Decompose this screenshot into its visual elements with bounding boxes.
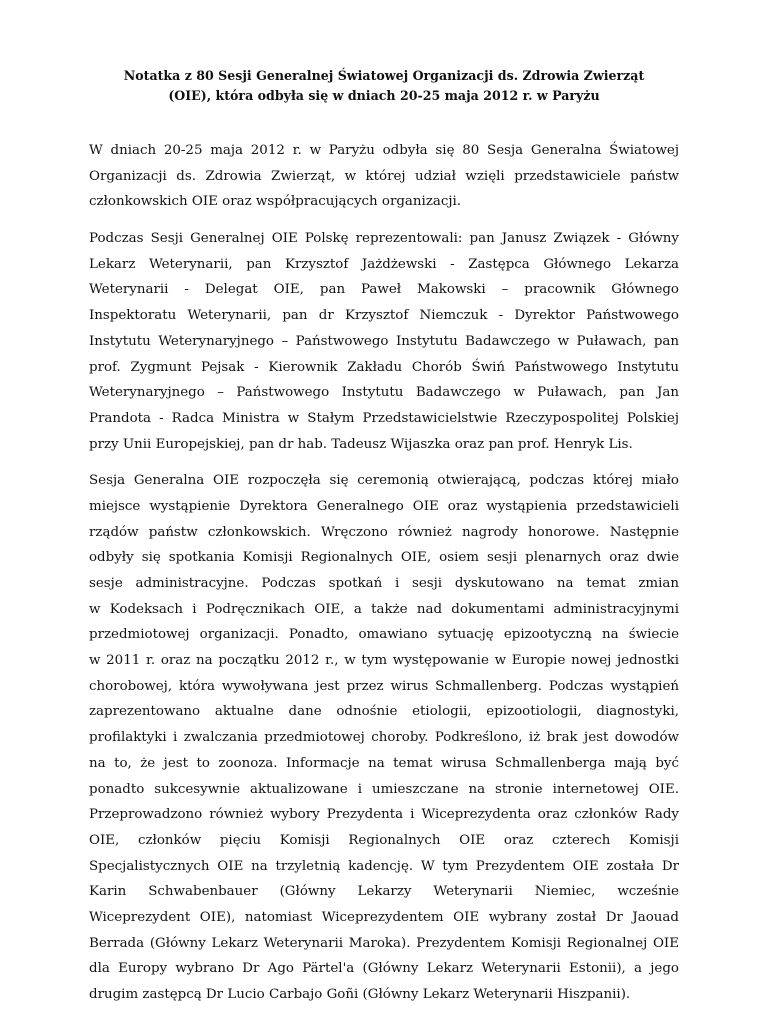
- text-line: w 2011 r. oraz na początku 2012 r., w tym występowanie w Europie nowej jednostki: [89, 653, 679, 669]
- paragraph-delegation: [89, 226, 679, 457]
- text-line: sesje administracyjne. Podczas spotkań i sesji dyskutowano na temat zmian: [89, 576, 679, 592]
- paragraph-session: [89, 468, 679, 1007]
- text-line: Weterynarii - Delegat OIE, pan Paweł Makowski – pracownik Głównego: [89, 282, 679, 298]
- text-line: zaprezentowano aktualne dane odnośnie etiologii, epizootiologii, diagnostyki,: [89, 704, 679, 720]
- text-line: Inspektoratu Weterynarii, pan dr Krzysztof Niemczuk - Dyrektor Państwowego: [89, 308, 679, 324]
- text-line: Berrada (Główny Lekarz Weterynarii Maroka). Prezydentem Komisji Regionalnej OIE: [89, 935, 679, 951]
- text-line: Wiceprezydent OIE), natomiast Wiceprezydentem OIE wybrany został Dr Jaouad: [89, 909, 679, 925]
- text-line: drugim zastępcą Dr Lucio Carbajo Goñi (Główny Lekarz Weterynarii Hiszpanii).: [89, 987, 631, 1003]
- text-line: Lekarz Weterynarii, pan Krzysztof Jażdżewski - Zastępca Głównego Lekarza: [89, 256, 679, 272]
- text-line: chorobowej, która wywoływana jest przez wirus Schmallenberg. Podczas wystąpień: [89, 678, 679, 694]
- text-line: odbyły się spotkania Komisji Regionalnych OIE, osiem sesji plenarnych oraz dwie: [89, 550, 679, 566]
- paragraph-intro: [89, 138, 679, 215]
- text-line: przy Unii Europejskiej, pan dr hab. Tadeusz Wijaszka oraz pan prof. Henryk Lis.: [89, 436, 633, 452]
- text-line: Weterynaryjnego – Państwowego Instytutu Badawczego w Puławach, pan Jan: [89, 385, 679, 401]
- text-line: Przeprowadzono również wybory Prezydenta i Wiceprezydenta oraz członków Rady: [89, 807, 679, 823]
- document-body: [89, 138, 679, 1019]
- text-line: Karin Schwabenbauer (Główny Lekarzy Weterynarii Niemiec, wcześnie: [89, 884, 679, 900]
- text-line: Prandota - Radca Ministra w Stałym Przedstawicielstwie Rzeczypospolitej Polskiej: [89, 410, 679, 426]
- text-line: miejsce wystąpienie Dyrektora Generalnego OIE oraz wystąpienia przedstawicieli: [89, 498, 679, 514]
- document-title: [80, 66, 688, 106]
- text-line: OIE, członków pięciu Komisji Regionalnych OIE oraz czterech Komisji: [89, 832, 679, 848]
- title-line: Notatka z 80 Sesji Generalnej Światowej Organizacji ds. Zdrowia Zwierząt: [123, 68, 645, 83]
- text-line: dla Europy wybrano Dr Ago Pärtel'a (Główny Lekarz Weterynarii Estonii), a jego: [89, 961, 679, 977]
- text-line: Specjalistycznych OIE na trzyletnią kadencję. W tym Prezydentem OIE została Dr: [89, 858, 679, 874]
- text-line: Sesja Generalna OIE rozpoczęła się ceremonią otwierającą, podczas której miało: [89, 473, 679, 489]
- text-line: przedmiotowej organizacji. Ponadto, omawiano sytuację epizootyczną na świecie: [89, 627, 679, 643]
- text-line: prof. Zygmunt Pejsak - Kierownik Zakładu Chorób Świń Państwowego Instytutu: [89, 359, 679, 375]
- text-line: członkowskich OIE oraz współpracujących organizacji.: [89, 194, 462, 210]
- text-line: W dniach 20-25 maja 2012 r. w Paryżu odbyła się 80 Sesja Generalna Światowej: [89, 143, 679, 158]
- text-line: ponadto sukcesywnie aktualizowane i umieszczane na stronie internetowej OIE.: [89, 781, 679, 797]
- text-line: Podczas Sesji Generalnej OIE Polskę reprezentowali: pan Janusz Związek - Główny: [89, 231, 679, 247]
- text-line: rządów państw członkowskich. Wręczono również nagrody honorowe. Następnie: [89, 524, 679, 540]
- title-line: (OIE), która odbyła się w dniach 20-25 maja 2012 r. w Paryżu: [168, 88, 600, 103]
- text-line: Instytutu Weterynaryjnego – Państwowego Instytutu Badawczego w Puławach, pan: [89, 333, 679, 349]
- text-line: Organizacji ds. Zdrowia Zwierząt, w której udział wzięli przedstawiciele państw: [89, 168, 679, 184]
- text-line: na to, że jest to zoonoza. Informacje na temat wirusa Schmallenberga mają być: [89, 755, 679, 771]
- text-line: profilaktyki i zwalczania przedmiotowej choroby. Podkreślono, iż brak jest dowodów: [89, 730, 679, 746]
- text-line: w Kodeksach i Podręcznikach OIE, a także nad dokumentami administracyjnymi: [89, 601, 679, 617]
